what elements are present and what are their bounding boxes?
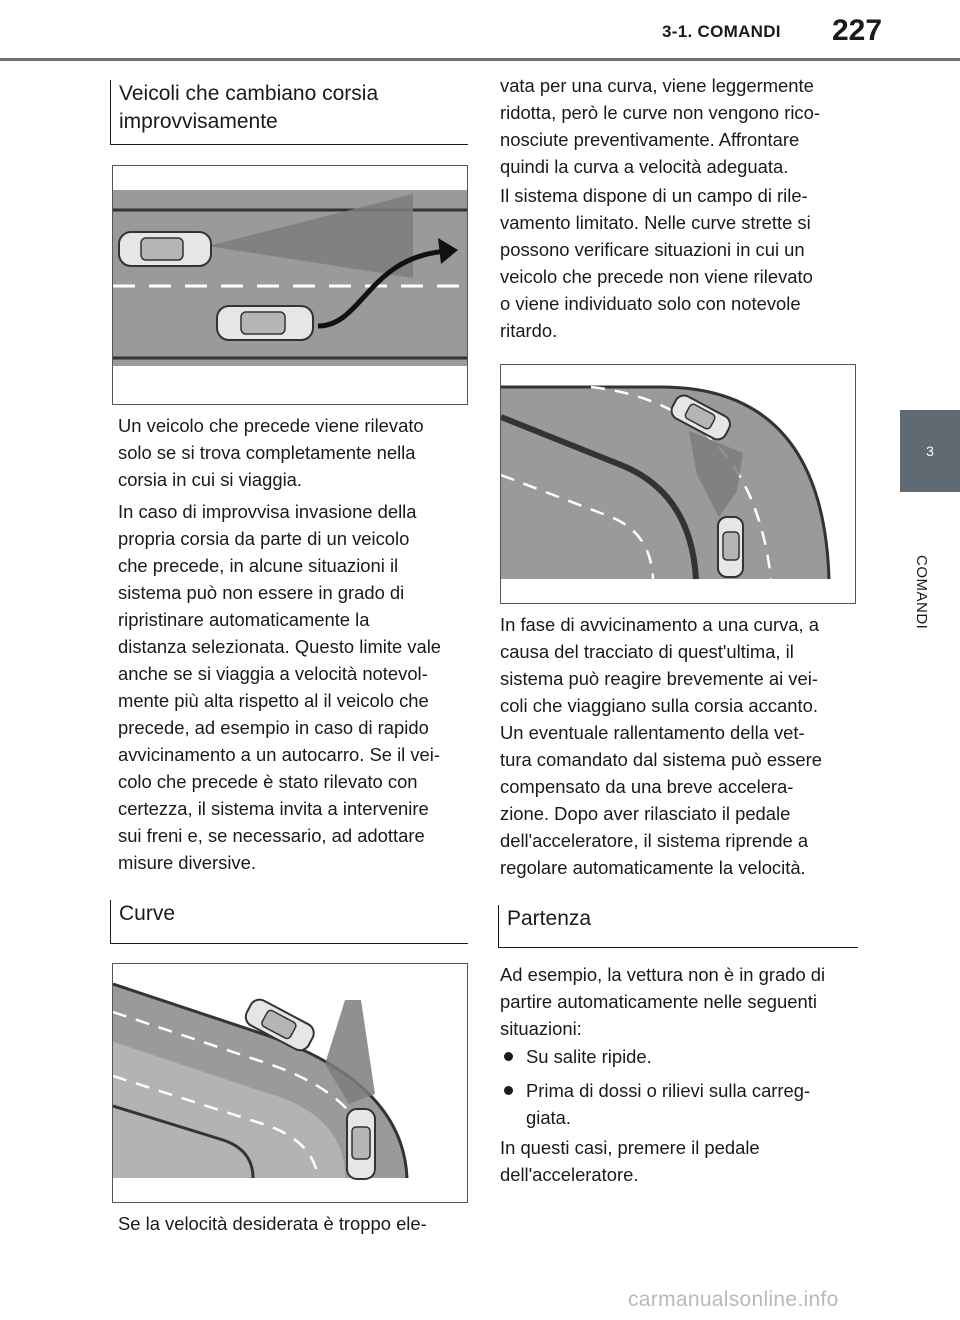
text-line: sui freni e, se necessario, ad adottare [118,825,425,846]
chapter-tab[interactable]: 3 [900,410,960,492]
text-line: mente più alta rispetto al il veicolo che [118,690,429,711]
paragraph-speed [118,1210,427,1237]
text-line: propria corsia da parte di un veicolo [118,528,410,549]
header-rule [0,58,960,61]
text-line: Il sistema dispone di un campo di rile- [500,185,808,206]
text-line: partire automaticamente nelle seguenti [500,991,817,1012]
paragraph-curve-speed [500,72,820,180]
text-line: zione. Dopo aver rilasciato il pedale [500,803,791,824]
text-line: corsia in cui si viaggia. [118,469,302,490]
text-line: o viene individuato solo con notevole [500,293,801,314]
text-line: colo che precede è stato rilevato con [118,771,418,792]
chapter-label: COMANDI [913,555,930,630]
text-line: nosciute preventivamente. Affrontare [500,129,800,150]
text-line: Prima di dossi o rilievi sulla carreg- [526,1080,811,1101]
text-line: vata per una curva, viene leggermente [500,75,814,96]
text-line: Su salite ripide. [526,1046,652,1067]
text-line: anche se si viaggia a velocità notevol- [118,663,428,684]
paragraph-detection [118,412,424,493]
list-item [500,1077,810,1131]
text-line: Un veicolo che precede viene rilevato [118,415,424,436]
text-line: misure diversive. [118,852,256,873]
text-line: ritardo. [500,320,558,341]
text-line: sistema può reagire brevemente ai vei- [500,668,818,689]
text-line: In questi casi, premere il pedale [500,1137,760,1158]
watermark: carmanualsonline.info [628,1288,839,1311]
car-icon [119,232,211,266]
paragraph-detection-range [500,182,813,344]
section-title: 3-1. COMANDI [662,22,781,41]
figure-lane-change [112,165,468,405]
text-line: causa del tracciato di quest'ultima, il [500,641,794,662]
text-line: veicolo che precede non viene rilevato [500,266,813,287]
text-line: situazioni: [500,1018,582,1039]
text-line: avvicinamento a un autocarro. Se il vei- [118,744,440,765]
text-line: dell'acceleratore. [500,1164,639,1185]
text-line: possono verificare situazioni in cui un [500,239,805,260]
car-icon [217,306,313,340]
text-line: regolare automaticamente la velocità. [500,857,806,878]
text-line: solo se si trova completamente nella [118,442,416,463]
text-line: che precede, in alcune situazioni il [118,555,399,576]
page-number: 227 [832,14,883,47]
text-line: tura comandato dal sistema può essere [500,749,823,770]
heading-line: improvvisamente [119,110,278,133]
curve-illustration [113,964,467,1202]
heading-line: Partenza [507,907,592,930]
heading-start [498,905,858,948]
heading-lane-change [110,80,468,145]
heading-line: Curve [119,902,176,925]
paragraph-invasion [118,498,441,876]
text-line: precede, ad esempio in caso di rapido [118,717,429,738]
text-line: dell'acceleratore, il sistema riprende a [500,830,809,851]
car-icon [718,517,743,577]
text-line: In caso di improvvisa invasione della [118,501,417,522]
curve-adjacent-lane-illustration [501,365,855,603]
text-line: Un eventuale rallentamento della vet- [500,722,805,743]
car-icon [347,1109,375,1179]
paragraph-press-pedal [500,1134,760,1188]
figure-curve-left [112,963,468,1203]
text-line: quindi la curva a velocità adeguata. [500,156,789,177]
list-item [500,1043,652,1070]
text-line: vamento limitato. Nelle curve strette si [500,212,811,233]
paragraph-start-conditions [500,961,825,1042]
text-line: sistema può non essere in grado di [118,582,405,603]
paragraph-approach-curve [500,611,822,881]
heading-line: Veicoli che cambiano corsia [119,82,379,105]
text-line: distanza selezionata. Questo limite vale [118,636,442,657]
text-line: Se la velocità desiderata è troppo ele- [118,1213,427,1234]
text-line: ridotta, però le curve non vengono rico- [500,102,820,123]
text-line: coli che viaggiano sulla corsia accanto. [500,695,818,716]
text-line: Ad esempio, la vettura non è in grado di [500,964,826,985]
text-line: ripristinare automaticamente la [118,609,370,630]
heading-curves [110,900,468,944]
text-line: giata. [526,1107,571,1128]
text-line: In fase di avvicinamento a una curva, a [500,614,819,635]
text-line: certezza, il sistema invita a intervenire [118,798,429,819]
lane-change-illustration [113,166,467,404]
text-line: compensato da una breve accelera- [500,776,794,797]
figure-curve-right [500,364,856,604]
